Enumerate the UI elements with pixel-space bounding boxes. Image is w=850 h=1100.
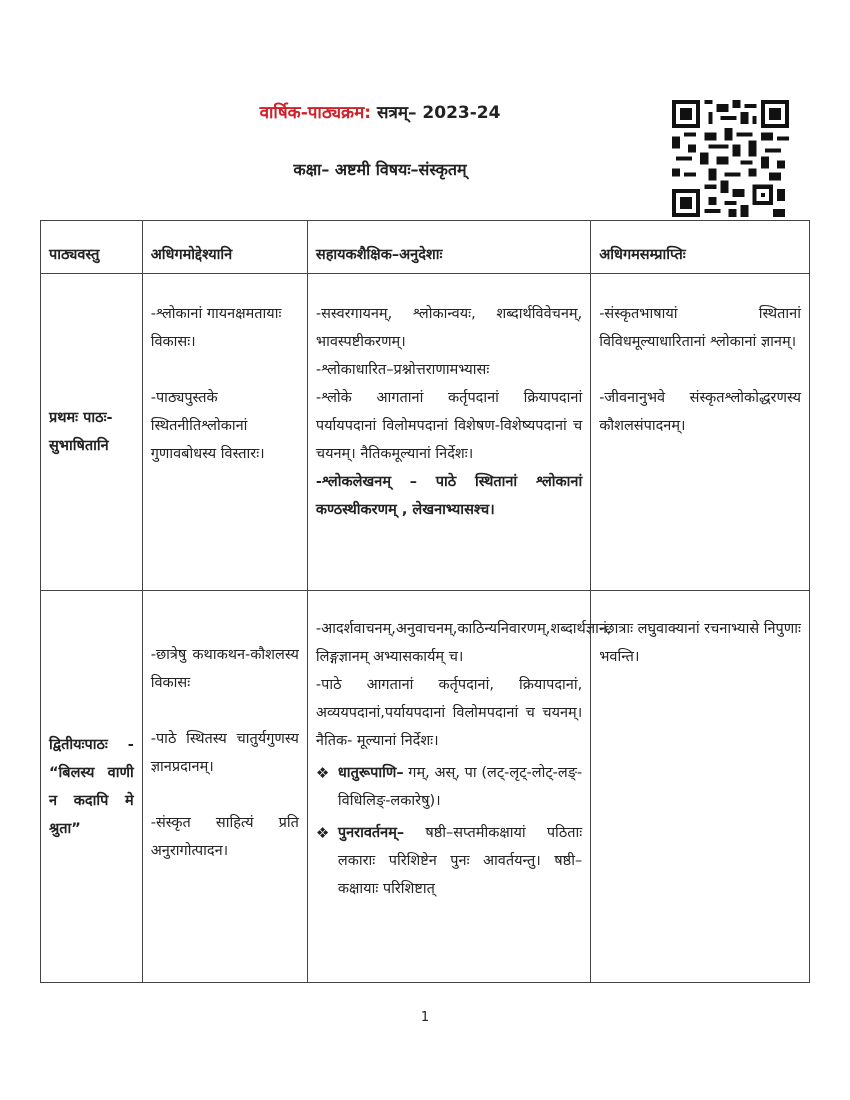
objective-text: -श्लोकानां गायनक्षमतायाः विकासः। — [150, 306, 282, 350]
bullet-text: गम्, अस्, पा (लट्-लृट्-लोट्-लङ्-विधिलिङ्-लकारेषु)। — [337, 765, 583, 809]
outcome-text: -संस्कृतभाषायां स्थितानां विविधमूल्याधारितानां श्लोकानां ज्ञानम्। — [599, 306, 801, 350]
lesson-cell: द्वितीयःपाठः - “बिलस्य वाणी न कदापि मे श्रुता” — [41, 591, 143, 983]
objectives-cell — [142, 274, 307, 591]
lesson-cell: प्रथमः पाठः- सुभाषितानि — [41, 274, 143, 591]
page-subtitle: कक्षा– अष्टमी विषयः–संस्कृतम् — [293, 160, 467, 179]
diamond-bullet-icon: ❖ — [315, 824, 330, 842]
page-title — [0, 100, 760, 123]
column-header-instructions: सहायकशैक्षिक–अनुदेशाः — [307, 221, 590, 274]
table-header-row — [41, 221, 810, 274]
table-row — [41, 274, 810, 591]
list-item — [316, 819, 582, 903]
column-header-content: पाठ्यवस्तु — [41, 221, 143, 274]
objective-text: -संस्कृत साहित्यं प्रति अनुरागोत्पादन। — [150, 815, 299, 859]
outcome-text: -छात्राः लघुवाक्यानां रचनाभ्यासे निपुणाः भवन्ति। — [599, 621, 801, 665]
objective-text: -पाठ्यपुस्तके स्थितनीतिश्लोकानां गुणावबोधस्य विस्तारः। — [150, 390, 265, 462]
instruction-text: -श्लोकाधारित–प्रश्नोत्तराणामभ्यासः — [315, 362, 490, 378]
page-number: 1 — [420, 1010, 430, 1025]
outcomes-cell — [591, 591, 810, 983]
instructions-cell — [307, 591, 612, 983]
column-header-outcomes: अधिगमसम्प्राप्तिः — [591, 221, 810, 274]
outcome-text: -जीवनानुभवे संस्कृतश्लोकोद्धरणस्य कौशलसंपादनम्। — [599, 390, 801, 434]
objectives-cell — [142, 591, 307, 983]
bullet-heading: धातुरूपाणि– — [337, 765, 404, 781]
instruction-text: -श्लोके आगतानां कर्तृपदानां क्रियापदानां पर्यायपदानां विलोमपदानां विशेषण-विशेष्यपदानां च चयनम्। नैतिकमूल्यानां निर्देशः। — [315, 390, 583, 462]
instruction-text: -सस्वरगायनम्, श्लोकान्वयः, शब्दार्थविवेचनम्, भावस्पष्टीकरणम्। — [315, 306, 583, 350]
instructions-cell — [307, 274, 590, 591]
outcomes-cell — [591, 274, 810, 591]
objective-text: -पाठे स्थितस्य चातुर्यगुणस्य ज्ञानप्रदानम्। — [150, 731, 299, 775]
title-session: सत्रम्– 2023-24 — [371, 103, 501, 123]
instruction-text: -आदर्शवाचनम्,अनुवाचनम्,काठिन्यनिवारणम्,शब्दार्थज्ञानं, लिङ्गज्ञानम् अभ्यासकार्यम् च। — [315, 621, 612, 665]
list-item — [316, 759, 582, 815]
syllabus-table — [40, 220, 810, 983]
diamond-bullet-icon: ❖ — [315, 764, 330, 782]
column-header-objectives: अधिगमोद्देश्यानि — [142, 221, 307, 274]
bullet-text: षष्ठी–सप्तमीकक्षायां पठिताः लकाराः परिशिष्टेन पुनः आवर्तयन्तु। षष्ठी–कक्षायाः परिशिष्टात् — [337, 825, 583, 897]
table-row — [41, 591, 810, 983]
qr-code-icon — [672, 100, 789, 217]
instruction-text: -पाठे आगतानां कर्तृपदानां, क्रियापदानां, अव्ययपदानां,पर्यायपदानां विलोमपदानां च चयनम्। नैतिक- मूल्यानां निर्देशः। — [315, 677, 583, 749]
objective-text: -छात्रेषु कथाकथन-कौशलस्य विकासः — [150, 647, 299, 691]
title-red: वार्षिक-पाठ्यक्रम: — [259, 103, 372, 123]
bullet-heading: पुनरावर्तनम्– — [337, 825, 405, 841]
instruction-text: -श्लोकलेखनम् – पाठे स्थितानां श्लोकानां कण्ठस्थीकरणम् , लेखनाभ्यासश्च। — [315, 474, 583, 518]
